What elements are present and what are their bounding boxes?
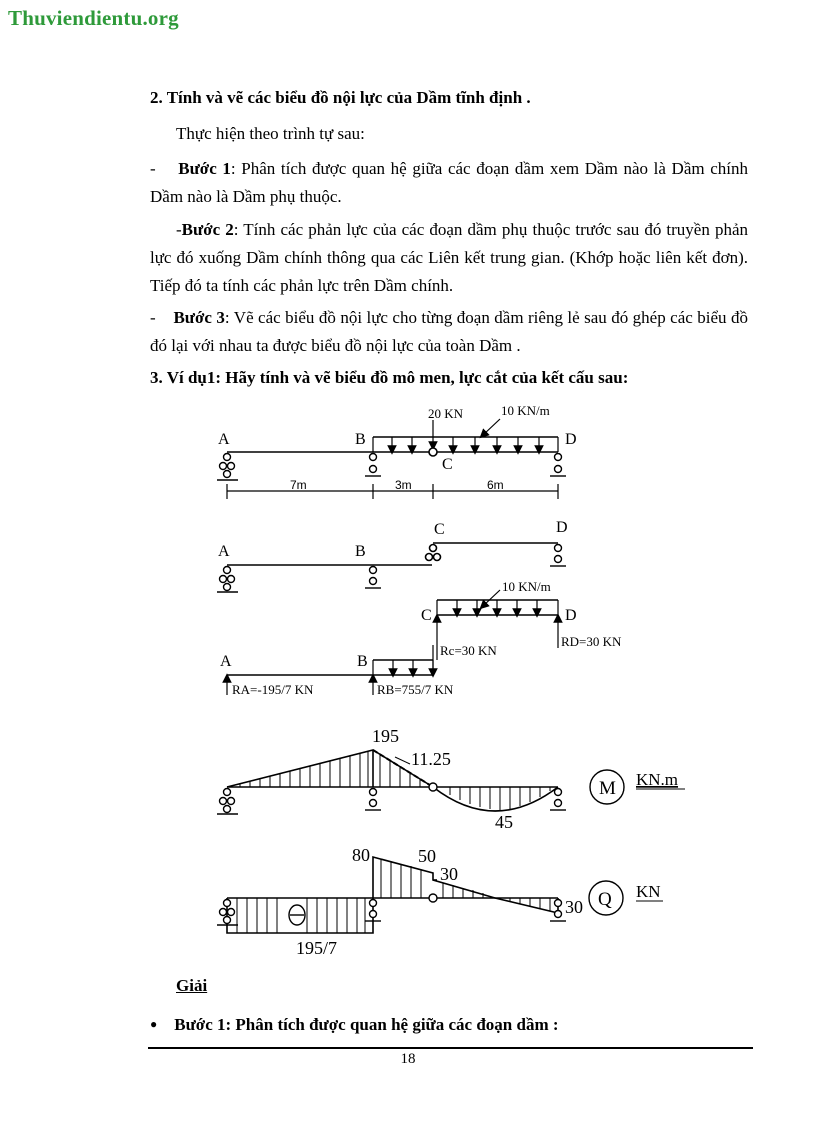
footer-rule bbox=[148, 1047, 753, 1049]
reaction-c-label: Rc=30 KN bbox=[440, 643, 497, 658]
label-b-1: B bbox=[355, 431, 366, 448]
support-d-2 bbox=[550, 545, 566, 567]
shear-symbol: Q bbox=[598, 889, 612, 910]
support-d-1 bbox=[550, 454, 566, 477]
step-2-text: : Tính các phản lực của các đoạn dầm phụ thuộc trước sau đó truyền phản lực đó xuống Dầm chính thông qua các Liên kết trung gian. (Khớp hoặc liên kết đơn). Tiếp đó ta tính các phản lực trên Dầm chính. bbox=[150, 220, 748, 295]
shear-value-195-7: 195/7 bbox=[296, 938, 338, 958]
label-d-3: D bbox=[565, 607, 577, 624]
shear-unit: KN bbox=[636, 882, 661, 901]
step-1-label: Bước 1 bbox=[178, 159, 231, 178]
label-c-1: C bbox=[442, 456, 453, 473]
solution-step-1: ● Bước 1: Phân tích được quan hệ giữa các đoạn dầm : bbox=[150, 1015, 559, 1034]
label-a-1: A bbox=[218, 431, 230, 448]
reaction-b-label: RB=755/7 KN bbox=[377, 682, 454, 697]
moment-unit: KN.m bbox=[636, 770, 679, 789]
step-2-paragraph: -Bước 2: Tính các phản lực của các đoạn dầm phụ thuộc trước sau đó truyền phản lực đó xuống Dầm chính thông qua các Liên kết trung gian. (Khớp hoặc liên kết đơn). Tiếp đó ta tính các phản lực trên Dầm chính. bbox=[150, 220, 748, 295]
moment-diagram bbox=[227, 750, 558, 811]
step-1-text: : Phân tích được quan hệ giữa các đoạn dầm xem Dầm nào là Dầm chính Dầm nào là Dầm phụ thuộc. bbox=[150, 159, 749, 206]
shear-value-30-top: 30 bbox=[440, 864, 458, 884]
dim-6m: 6m bbox=[487, 478, 504, 492]
support-b-2 bbox=[365, 567, 381, 589]
point-load-label: 20 KN bbox=[428, 406, 464, 421]
dim-3m: 3m bbox=[395, 478, 412, 492]
support-b-q bbox=[365, 900, 381, 922]
support-b-1 bbox=[365, 454, 381, 477]
shear-value-30-right: 30 bbox=[565, 897, 583, 917]
dim-7m: 7m bbox=[290, 478, 307, 492]
dist-load-label: 10 KN/m bbox=[501, 403, 550, 418]
section-2-title: 2. Tính và vẽ các biểu đồ nội lực của Dầm tĩnh định . bbox=[150, 88, 531, 107]
label-b-2: B bbox=[355, 543, 366, 560]
dimension-line bbox=[227, 484, 558, 499]
structure-beam bbox=[227, 419, 558, 456]
section-3-title: 3. Ví dụ1: Hãy tính và vẽ biểu đồ mô men, lực cắt của kết cấu sau: bbox=[150, 368, 629, 387]
page-number: 18 bbox=[400, 1051, 416, 1067]
step-3-paragraph: - Bước 3: Vẽ các biểu đồ nội lực cho từng đoạn dầm riêng lẻ sau đó ghép các biểu đồ đó lại với nhau ta được biểu đồ nội lực của toàn Dầm . bbox=[150, 308, 748, 355]
label-b-3: B bbox=[357, 653, 368, 670]
dist-load-label-2: 10 KN/m bbox=[502, 579, 551, 594]
step-1-paragraph: - Bước 1: Phân tích được quan hệ giữa các đoạn dầm xem Dầm nào là Dầm chính Dầm nào là Dầm phụ thuộc. bbox=[150, 159, 749, 206]
label-d-2: D bbox=[556, 519, 568, 536]
support-a-m bbox=[217, 789, 238, 815]
support-a-q bbox=[217, 900, 238, 926]
reaction-d-label: RD=30 KN bbox=[561, 634, 622, 649]
label-a-3: A bbox=[220, 653, 232, 670]
label-c-2: C bbox=[434, 521, 445, 538]
moment-value-45: 45 bbox=[495, 812, 513, 832]
solution-label: Giải bbox=[176, 976, 208, 995]
intro-text: Thực hiện theo trình tự sau: bbox=[176, 124, 365, 143]
moment-value-195: 195 bbox=[372, 726, 399, 746]
label-c-3: C bbox=[421, 607, 432, 624]
solution-step-1-text: Bước 1: Phân tích được quan hệ giữa các đoạn dầm : bbox=[174, 1015, 559, 1034]
moment-value-11-25: 11.25 bbox=[411, 749, 451, 769]
step-3-label: Bước 3 bbox=[173, 308, 225, 327]
step-3-text: : Vẽ các biểu đồ nội lực cho từng đoạn dầm riêng lẻ sau đó ghép các biểu đồ đó lại với nhau ta được biểu đồ nội lực của toàn Dầm . bbox=[150, 308, 748, 355]
shear-diagram bbox=[227, 857, 558, 933]
support-d-q bbox=[550, 900, 566, 922]
step-2-label: Bước 2 bbox=[181, 220, 234, 239]
support-a-2 bbox=[217, 567, 238, 593]
shear-value-80: 80 bbox=[352, 845, 370, 865]
site-logo: Thuviendientu.org bbox=[8, 6, 179, 30]
support-b-m bbox=[365, 789, 381, 811]
label-d-1: D bbox=[565, 431, 577, 448]
support-a-1 bbox=[217, 454, 238, 481]
moment-symbol: M bbox=[599, 778, 616, 799]
shear-value-50: 50 bbox=[418, 846, 436, 866]
separated-beams bbox=[227, 543, 558, 565]
reaction-a-label: RA=-195/7 KN bbox=[232, 682, 314, 697]
label-a-2: A bbox=[218, 543, 230, 560]
